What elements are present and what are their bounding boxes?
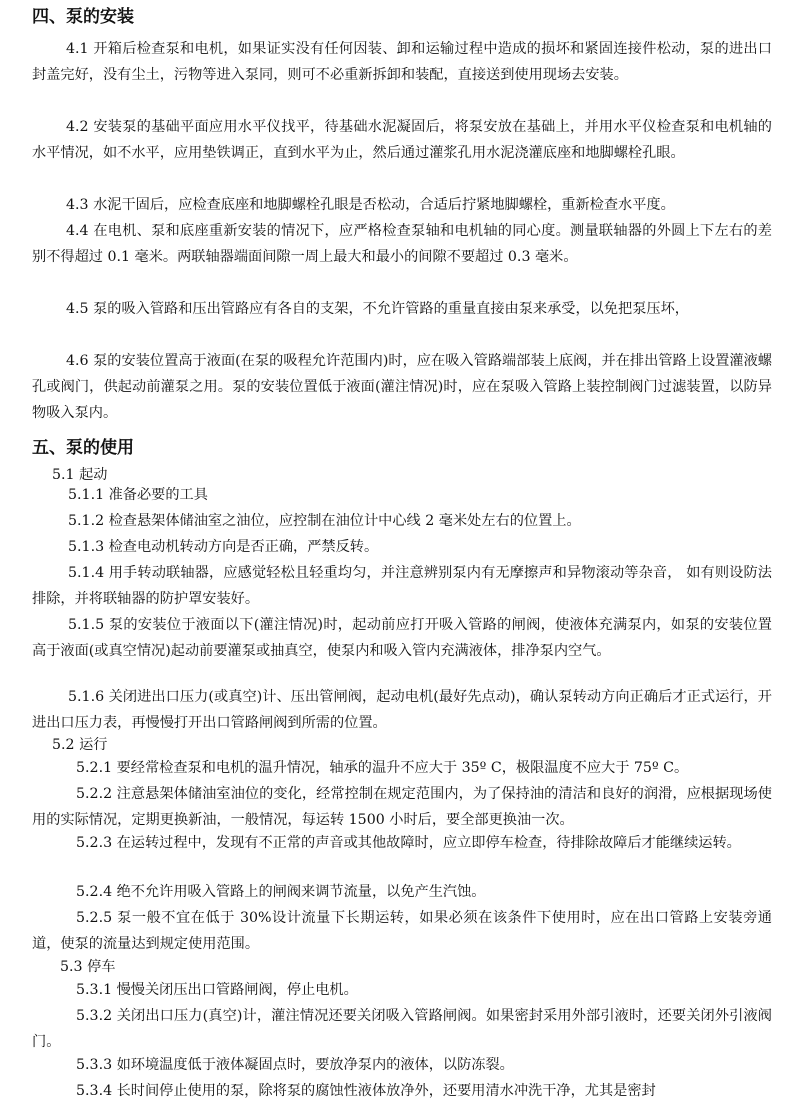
item-5-2-1: 5.2.1 要经常检查泵和电机的温升情况，轴承的温升不应大于 35º C，极限温度不应大于 75º C。 — [76, 760, 689, 776]
item-5-3-3: 5.3.3 如环境温度低于液体凝固点时，要放净泵内的液体，以防冻裂。 — [76, 1057, 514, 1073]
paragraph-4-1: 4.1 开箱后检查泵和电机，如果证实没有任何因装、卸和运输过程中造成的损坏和紧固连接件松动，泵的进出口封盖完好，没有尘土，污物等进入泵同，则可不必重新拆卸和装配，直接送到使用现场去安装。 — [32, 41, 772, 83]
item-5-1-2: 5.1.2 检查悬架体储油室之油位，应控制在油位计中心线 2 毫米处左右的位置上。 — [68, 513, 581, 529]
item-5-2-5: 5.2.5 泵一般不宜在低于 30%设计流量下长期运转，如果必须在该条件下使用时，应在出口管路上安装旁通道，使泵的流量达到规定使用范围。 — [32, 910, 772, 952]
subsection-title-start: 5.1 起动 — [52, 467, 108, 483]
section-heading-install: 四、泵的安装 — [32, 7, 134, 27]
paragraph-4-5: 4.5 泵的吸入管路和压出管路应有各自的支架，不允许管路的重量直接由泵来承受，以免把泵压坏， — [66, 301, 689, 317]
item-5-2-2: 5.2.2 注意悬架体储油室油位的变化，经常控制在规定范围内，为了保持油的清洁和良好的润滑，应根据现场使用的实际情况，定期更换新油，一般情况，每运转 1500 小时后，要全部更换油一次。 — [32, 786, 772, 828]
paragraph-4-4: 4.4 在电机、泵和底座重新安装的情况下，应严格检查泵轴和电机轴的同心度。测量联轴器的外圆上下左右的差别不得超过 0.1 毫米。两联轴器端面间隙一周上最大和最小的间隙不要超过 0.3 毫米。 — [32, 223, 772, 265]
item-5-3-4: 5.3.4 长时间停止使用的泵，除将泵的腐蚀性液体放净外，还要用清水冲洗干净，尤其是密封 — [76, 1083, 656, 1099]
item-5-3-2: 5.3.2 关闭出口压力(真空)计，灌注情况还要关闭吸入管路闸阀。如果密封采用外部引液时，还要关闭外引液阀门。 — [32, 1008, 772, 1050]
paragraph-4-2: 4.2 安装泵的基础平面应用水平仪找平，待基础水泥凝固后，将泵安放在基础上，并用水平仪检查泵和电机轴的水平情况，如不水平，应用垫铁调正，直到水平为止，然后通过灌浆孔用水泥浇灌底座和地脚螺栓孔眼。 — [32, 119, 772, 161]
item-5-1-5: 5.1.5 泵的安装位于液面以下(灌注情况)时，起动前应打开吸入管路的闸阀，使液体充满泵内，如泵的安装位置高于液面(或真空情况)起动前要灌泵或抽真空，使泵内和吸入管内充满液体，排净泵内空气。 — [32, 617, 772, 659]
item-5-1-6: 5.1.6 关闭进出口压力(或真空)计、压出管闸阀，起动电机(最好先点动)，确认泵转动方向正确后才正式运行，开进出口压力表，再慢慢打开出口管路闸阀到所需的位置。 — [32, 689, 772, 731]
subsection-title-run: 5.2 运行 — [52, 737, 108, 753]
subsection-title-stop: 5.3 停车 — [60, 959, 116, 975]
item-5-1-4: 5.1.4 用手转动联轴器，应感觉轻松且轻重均匀，并注意辨别泵内有无摩擦声和异物滚动等杂音， 如有则设防法排除，并将联轴器的防护罩安装好。 — [32, 565, 772, 607]
item-5-2-3: 5.2.3 在运转过程中，发现有不正常的声音或其他故障时，应立即停车检查，待排除故障后才能继续运转。 — [76, 835, 741, 851]
item-5-3-1: 5.3.1 慢慢关闭压出口管路闸阀，停止电机。 — [76, 982, 358, 998]
item-5-1-3: 5.1.3 检查电动机转动方向是否正确，严禁反转。 — [68, 539, 379, 555]
paragraph-4-6: 4.6 泵的安装位置高于液面(在泵的吸程允许范围内)时，应在吸入管路端部装上底阀，并在排出管路上设置灌液螺孔或阀门，供起动前灌泵之用。泵的安装位置低于液面(灌注情况)时，应在泵吸入管路上装控制阀门过滤装置，以防异物吸入泵内。 — [32, 353, 772, 421]
item-5-1-1: 5.1.1 准备必要的工具 — [68, 487, 208, 503]
paragraph-4-3: 4.3 水泥干固后，应检查底座和地脚螺栓孔眼是否松动，合适后拧紧地脚螺栓，重新检查水平度。 — [66, 197, 675, 213]
item-5-2-4: 5.2.4 绝不允许用吸入管路上的闸阀来调节流量，以免产生汽蚀。 — [76, 884, 486, 900]
section-heading-usage: 五、泵的使用 — [32, 438, 134, 458]
